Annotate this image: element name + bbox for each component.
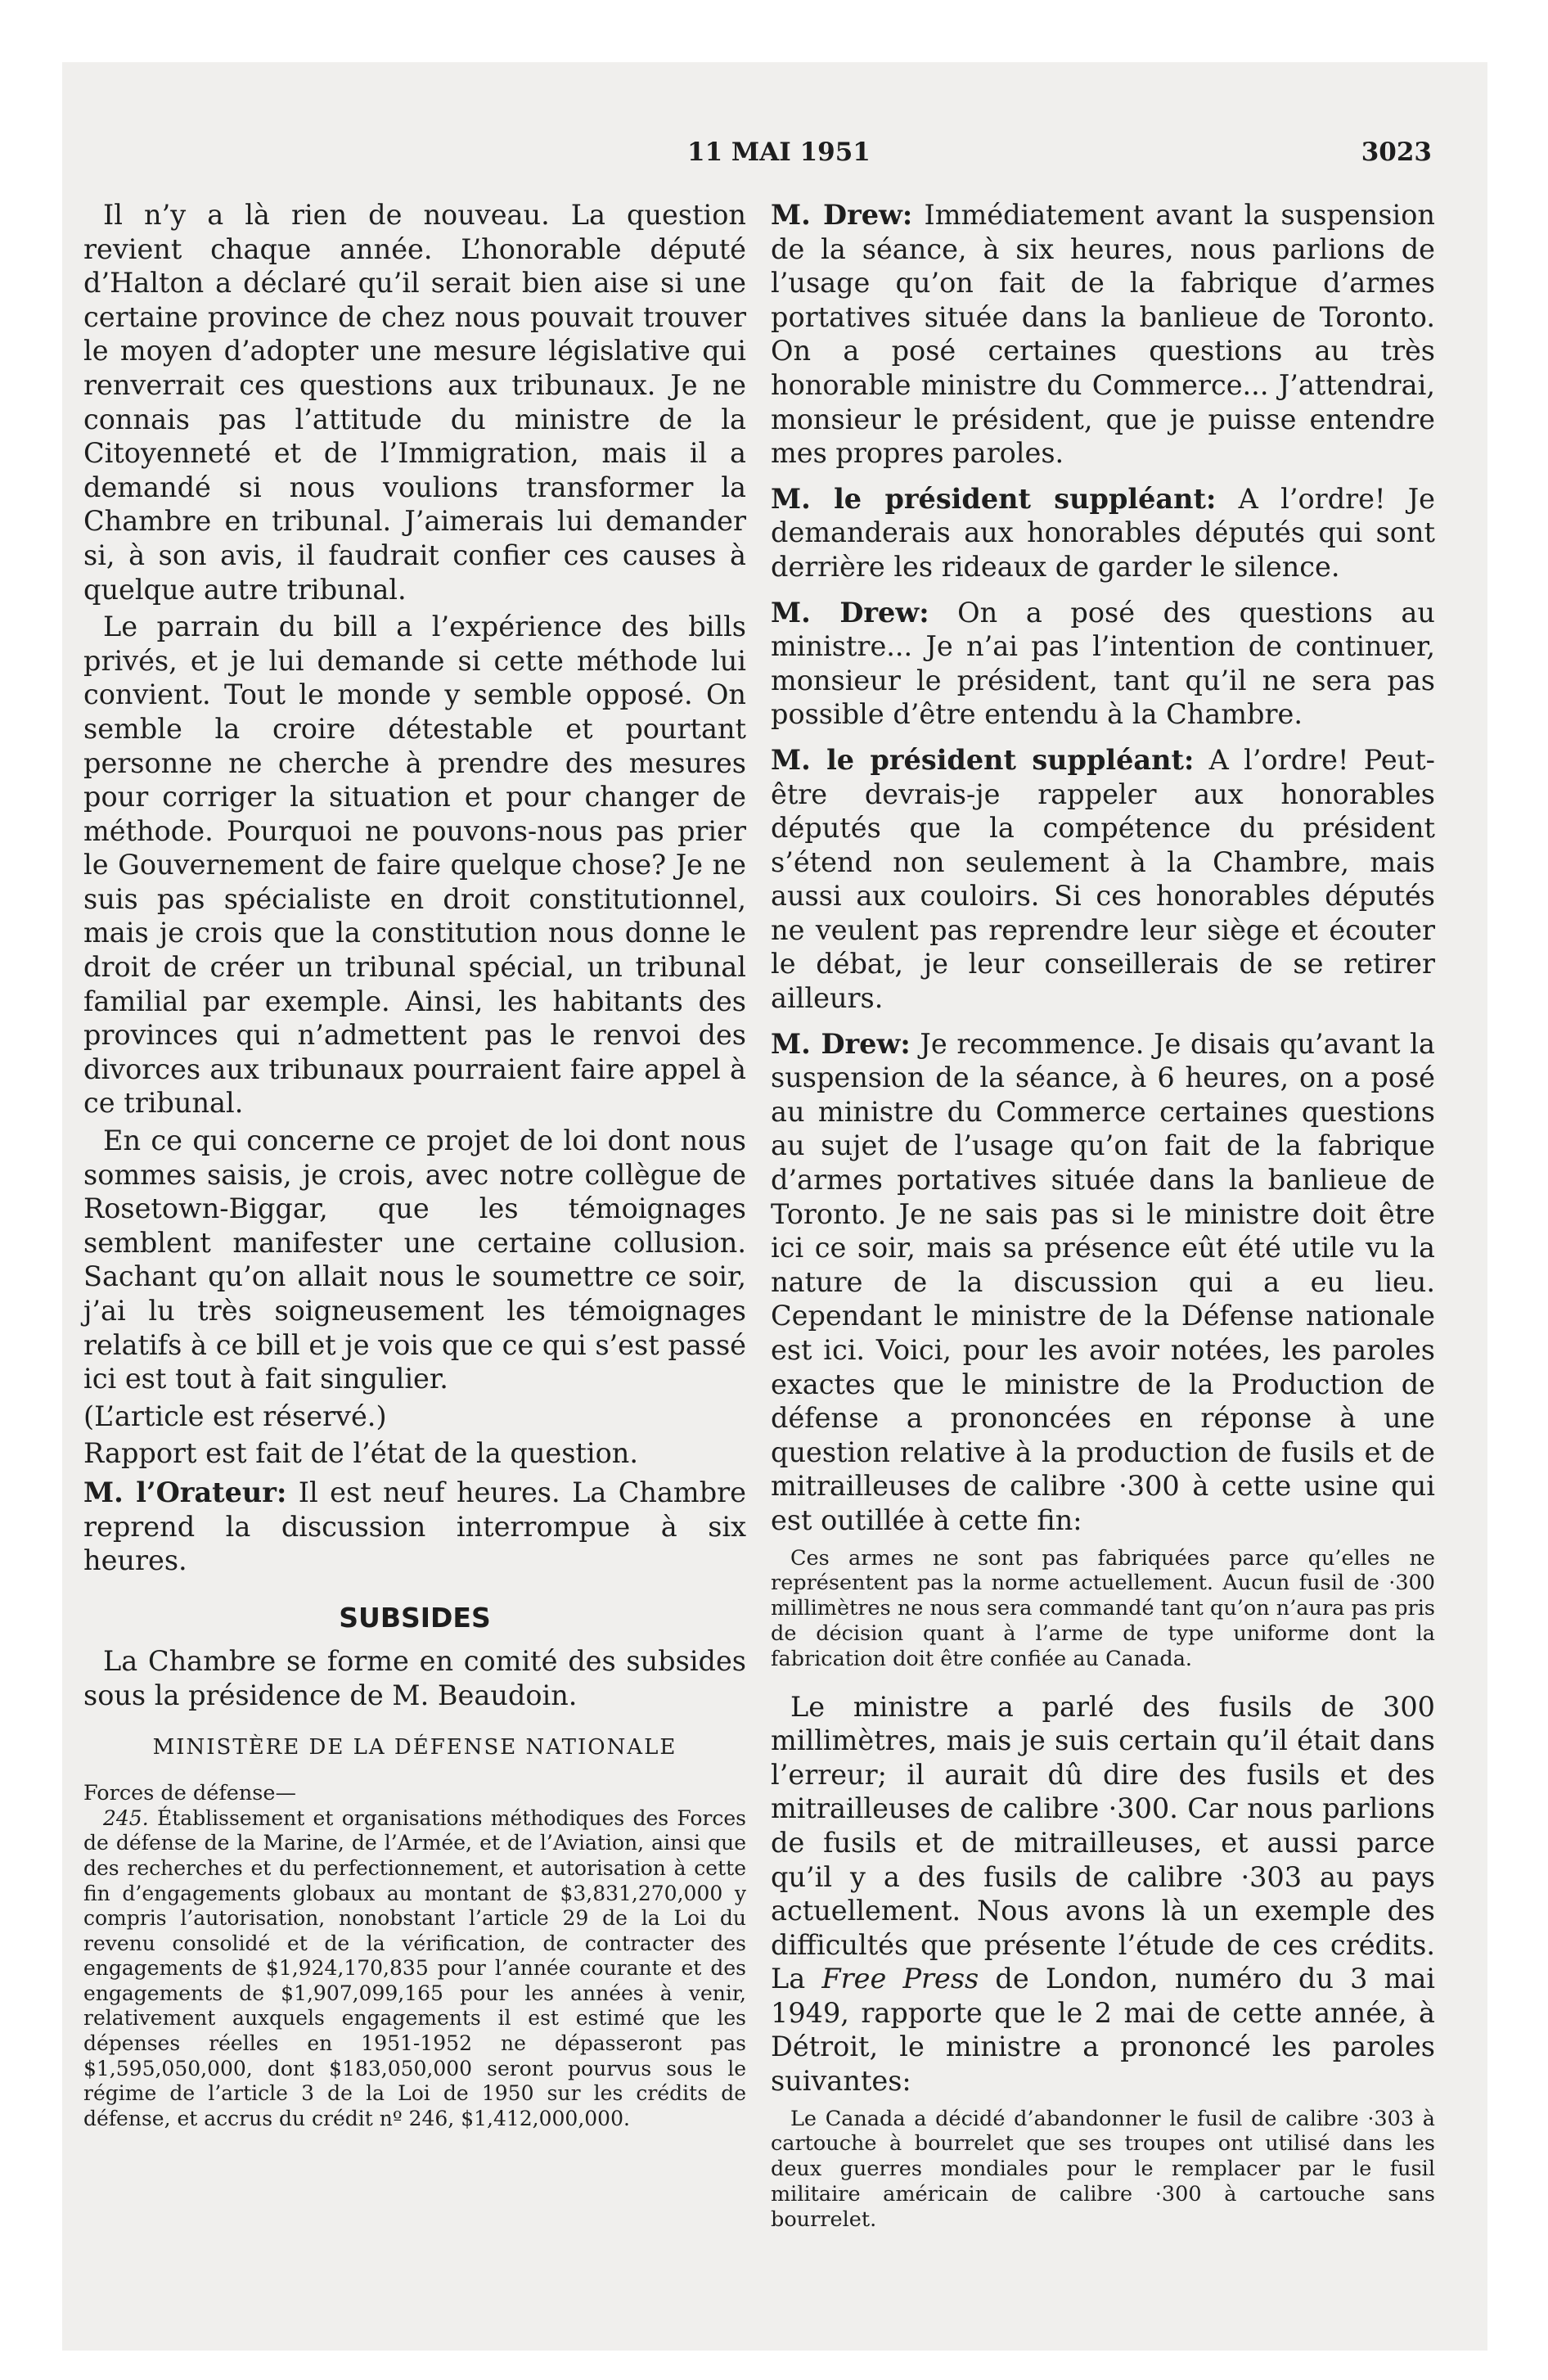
paragraph-text: de London, numéro du 3 mai 1949, rapporte que le 2 mai de cette année, à Détroit, le ministre a prononcé les paroles suivantes: (771, 1963, 1436, 2098)
left-column (83, 198, 746, 2134)
item-title: Forces de défense— (83, 1781, 296, 1806)
right-column (771, 198, 1435, 2251)
page-sheet (62, 62, 1487, 2351)
speaker-name: M. Drew: (771, 1027, 911, 1060)
paragraph: (L’article est réservé.) (83, 1400, 387, 1432)
paragraph: La Chambre se forme en comité des subsides sous la présidence de M. Beaudoin. (83, 1645, 746, 1711)
paragraph: En ce qui concerne ce projet de loi dont nous sommes saisis, je crois, avec notre collègue de Rosetown-Biggar, que les témoignages semblent manifester une certaine collusion. Sachant qu’on allait nous le soumettre ce soir, j’ai lu très soigneusement les témoignages relatifs à ce bill et je vois que ce qui s’est passé ici est tout à fait singulier. (83, 1125, 746, 1395)
speaker-name: M. Drew: (771, 199, 913, 231)
speech-text: Je recommence. Je disais qu’avant la suspension de la séance, à 6 heures, on a posé au ministre du Commerce certaines questions au sujet de l’usage qu’on fait de la fabrique d’armes portatives située dans la banlieue de Toronto. Je ne sais pas si le ministre doit être ici ce soir, mais sa présence eût été utile vu la nature de la discussion qui a eu lieu. Cependant le ministre de la Défense nationale est ici. Voici, pour les avoir notées, les paroles exactes que le ministre de la Production de défense a prononcées en réponse à une question relative à la production de fusils et de mitrailleuses de calibre ·300 à cette usine qui est outillée à cette fin: (771, 1027, 1435, 1536)
speech (771, 743, 1435, 1016)
speech-text: A l’ordre! Je demanderais aux honorables députés qui sont derrière les rideaux de garder le silence. (771, 482, 1436, 583)
speech (83, 1476, 746, 1578)
paragraph: Il n’y a là rien de nouveau. La question revient chaque année. L’honorable député d’Halton a déclaré qu’il serait bien aise si une certaine province de chez nous pouvait trouver le moyen d’adopter une mesure législative qui renverrait ces questions aux tribunaux. Je ne connais pas l’attitude du ministre de la Citoyenneté et de l’Immigration, mais il a demandé si nous voulions transformer la Chambre en tribunal. J’aimerais lui demander si, à son avis, il faudrait confier ces causes à quelque autre tribunal. (83, 199, 746, 606)
page-date: 11 MAI 1951 (687, 137, 871, 167)
running-head (62, 137, 1487, 187)
speech (771, 596, 1435, 732)
speaker-name: M. le président suppléant: (771, 743, 1195, 776)
vote-item (83, 1806, 746, 2132)
section-heading: SUBSIDES (339, 1601, 491, 1634)
ministry-heading: MINISTÈRE DE LA DÉFENSE NATIONALE (152, 1734, 677, 1760)
paragraph-text: Le ministre a parlé des fusils de 300 millimètres, mais je suis certain qu’il était dans l’erreur; il aurait dû dire des fusils et des mitrailleuses de calibre ·300. Car nous parlions de fusils et de mitrailleuses, et aussi parce qu’il y a des fusils de calibre ·303 au pays actuellement. Nous avons là un exemple des difficultés que présente l’étude de ces crédits. La (771, 1690, 1435, 1995)
speech-text: A l’ordre! Peut-être devrais-je rappeler aux honorables députés que la compétence du président s’étend non seulement à la Chambre, mais aussi aux couloirs. Si ces honorables députés ne veulent pas reprendre leur siège et écouter le débat, je leur conseillerais de se retirer ailleurs. (771, 743, 1435, 1015)
speech (771, 1027, 1435, 1538)
block-quote: Le Canada a décidé d’abandonner le fusil de calibre ·303 à cartouche à bourrelet que ses troupes ont utilisé dans les deux guerres mondiales pour le remplacer par le fusil militaire américain de calibre ·300 à cartouche sans bourrelet. (771, 2106, 1435, 2232)
speech-text: Il est neuf heures. La Chambre reprend la discussion interrompue à six heures. (83, 1476, 746, 1577)
item-text: Établissement et organisations méthodiques des Forces de défense de la Marine, de l’Armée, et de l’Aviation, ainsi que des recherches et du perfectionnement, et autorisation à cette fin d’engagements globaux au montant de $3,831,270,000 y compris l’autorisation, nonobstant l’article 29 de la Loi du revenu consolidé et de la vérification, de contracter des engagements de $1,924,170,835 pour l’année courante et des engagements de $1,907,099,165 pour les années à venir, relativement auxquels engagements il est estimé que les dépenses réelles en 1951-1952 ne dépasseront pas $1,595,050,000, dont $183,050,000 seront pourvus sous le régime de l’article 3 de la Loi de 1950 sur les crédits de défense, et accrus du crédit nº 246, $1,412,000,000. (83, 1805, 746, 2130)
speaker-name: M. Drew: (771, 596, 929, 629)
speech (771, 198, 1435, 471)
newspaper-title: Free Press (821, 1963, 979, 1995)
speech-text: On a posé des questions au ministre... Je n’ai pas l’intention de continuer, monsieur le président, tant qu’il ne sera pas possible d’être entendu à la Chambre. (771, 596, 1435, 731)
speaker-name: M. l’Orateur: (83, 1476, 287, 1508)
block-quote: Ces armes ne sont pas fabriquées parce qu’elles ne représentent pas la norme actuellement. Aucun fusil de ·300 millimètres ne nous sera commandé tant qu’on n’aura pas pris de décision quant à l’arme de type uniforme dont la fabrication doit être confiée au Canada. (771, 1545, 1435, 1671)
paragraph: Le parrain du bill a l’expérience des bills privés, et je lui demande si cette méthode lui convient. Tout le monde y semble opposé. On semble la croire détestable et pourtant personne ne cherche à prendre des mesures pour corriger la situation et pour changer de méthode. Pourquoi ne pouvons-nous pas prier le Gouvernement de faire quelque chose? Je ne suis pas spécialiste en droit constitutionnel, mais je crois que la constitution nous donne le droit de créer un tribunal spécial, un tribunal familial par exemple. Ainsi, les habitants des provinces qui n’admettent pas le renvoi des divorces aux tribunaux pourraient faire appel à ce tribunal. (83, 611, 746, 1120)
item-number: 245. (103, 1805, 149, 1830)
speech (771, 482, 1435, 584)
page-number: 3023 (1361, 137, 1432, 167)
speaker-name: M. le président suppléant: (771, 482, 1217, 515)
paragraph (771, 1690, 1435, 2098)
speech-text: Immédiatement avant la suspension de la séance, à six heures, nous parlions de l’usage qu’on fait de la fabrique d’armes portatives située dans la banlieue de Toronto. On a posé certaines questions au très honorable ministre du Commerce... J’attendrai, monsieur le président, que je puisse entendre mes propres paroles. (771, 199, 1435, 470)
paragraph: Rapport est fait de l’état de la question. (83, 1437, 638, 1470)
